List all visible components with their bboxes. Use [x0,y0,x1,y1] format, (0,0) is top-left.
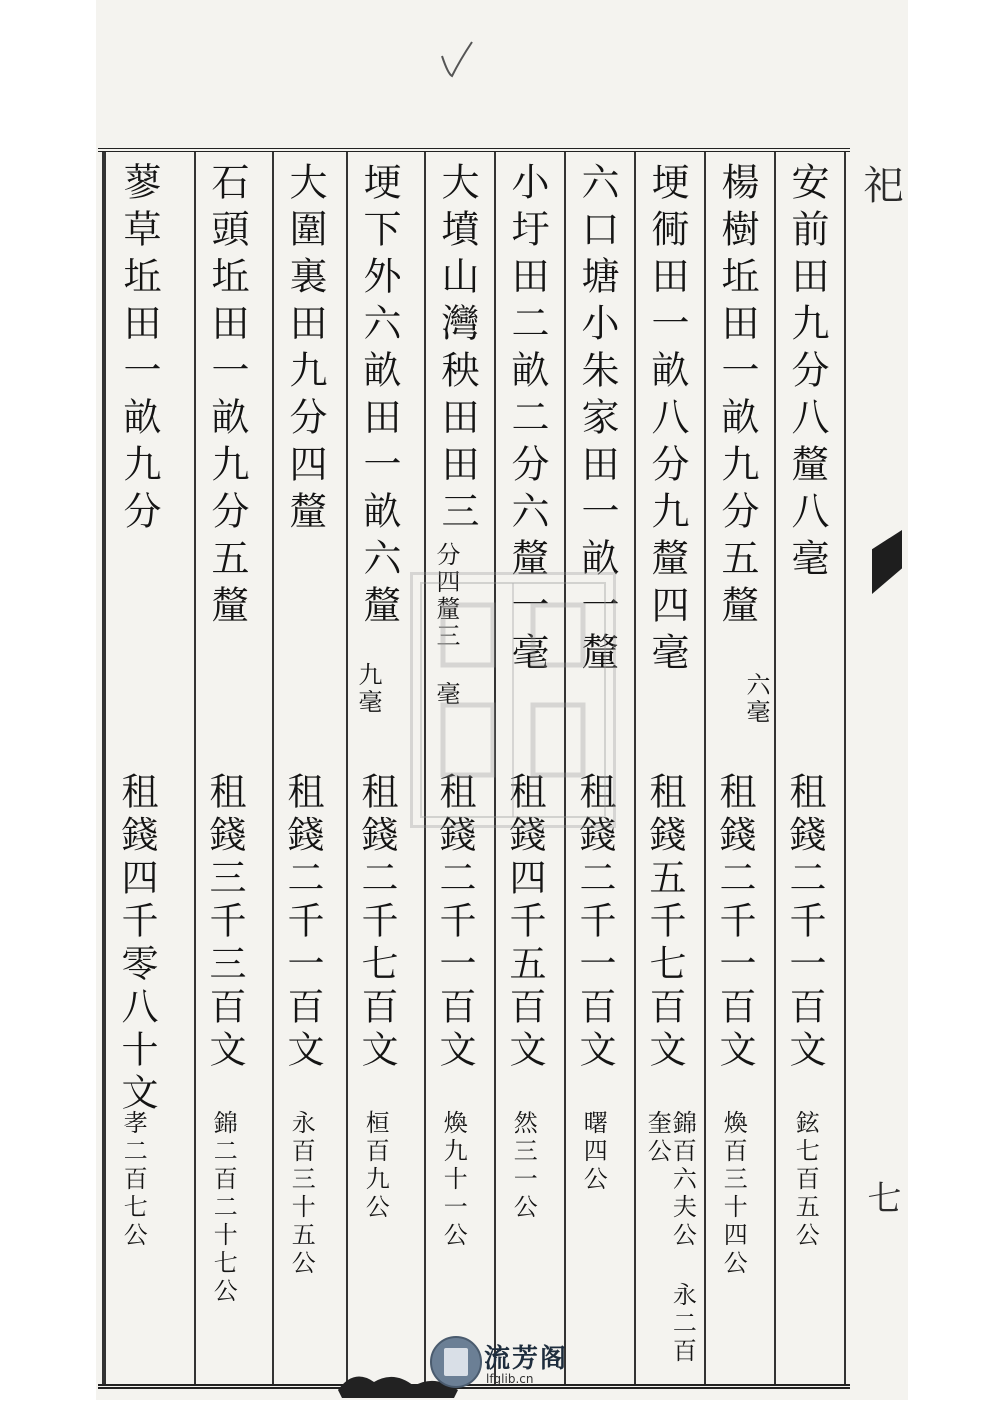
rent-amount: 租錢二千一百文 [783,772,826,1073]
rent-amount: 租錢二千一百文 [433,772,476,1073]
payer-name: 鉉七百五公 [791,1110,820,1250]
payer-name: 桓百九公 [361,1110,390,1222]
payer-name: 錦百六夫公 永二百奎公 [643,1110,697,1366]
watermark-url: lfglib.cn [486,1372,534,1386]
margin-page-mark: 七 [861,1180,901,1214]
rent-amount: 租錢二千一百文 [713,772,756,1073]
watermark-title: 流芳阁 [484,1344,569,1374]
pencil-tick-mark [440,40,474,80]
field-description: 小圩田二畝二分六釐一毫 [505,162,549,679]
rent-amount: 租錢四千零八十文 [115,772,158,1116]
ledger-column [278,162,354,1374]
rent-amount: 租錢二千一百文 [281,772,324,1073]
ledger-column [640,162,716,1374]
rent-amount: 租錢五千七百文 [643,772,686,1073]
field-description: 石頭坵田一畝九分五釐 [205,162,249,632]
field-description: 埂衕田一畝八分九釐四毫 [645,162,689,679]
column-rule [194,152,196,1384]
payer-name: 煥九十一公 [439,1110,468,1250]
fishtail-mark [872,530,902,594]
rent-amount: 租錢二千七百文 [355,772,398,1073]
payer-name: 曙四公 [579,1110,608,1194]
field-description: 大墳山灣秧田田三 [435,162,479,538]
page-margin [852,150,908,1382]
field-description: 大圍裏田九分四釐 [283,162,327,538]
field-description-note: 分四釐三 毫 [432,542,460,708]
ledger-column [200,162,276,1374]
column-rule [102,152,106,1384]
payer-name: 然三一公 [509,1110,538,1222]
payer-name: 永百三十五公 [287,1110,316,1278]
rent-amount: 租錢二千一百文 [573,772,616,1073]
margin-title-char: 祀 [857,164,903,204]
payer-name: 孝二百七公 [119,1110,148,1250]
watermark [430,1336,580,1396]
field-description: 六口塘小朱家田一畝一釐 [575,162,619,679]
field-description-note: 六毫 [742,672,770,726]
field-description: 蓼草坵田一畝九分 [117,162,161,538]
payer-name: 煥百三十四公 [719,1110,748,1278]
payer-name: 錦二百二十七公 [209,1110,238,1306]
rent-amount: 租錢四千五百文 [503,772,546,1073]
book-logo-icon [430,1336,482,1388]
rent-amount: 租錢三千三百文 [203,772,246,1073]
ledger-column [710,162,786,1374]
field-description: 楊樹坵田一畝九分五釐 [715,162,759,632]
field-description: 埂下外六畝田一畝六釐 [357,162,401,632]
field-description: 安前田九分八釐八毫 [785,162,829,585]
ledger-column [112,162,188,1374]
collector-seal [410,572,616,828]
ledger-column [780,162,856,1374]
field-description-note: 九毫 [354,662,382,716]
